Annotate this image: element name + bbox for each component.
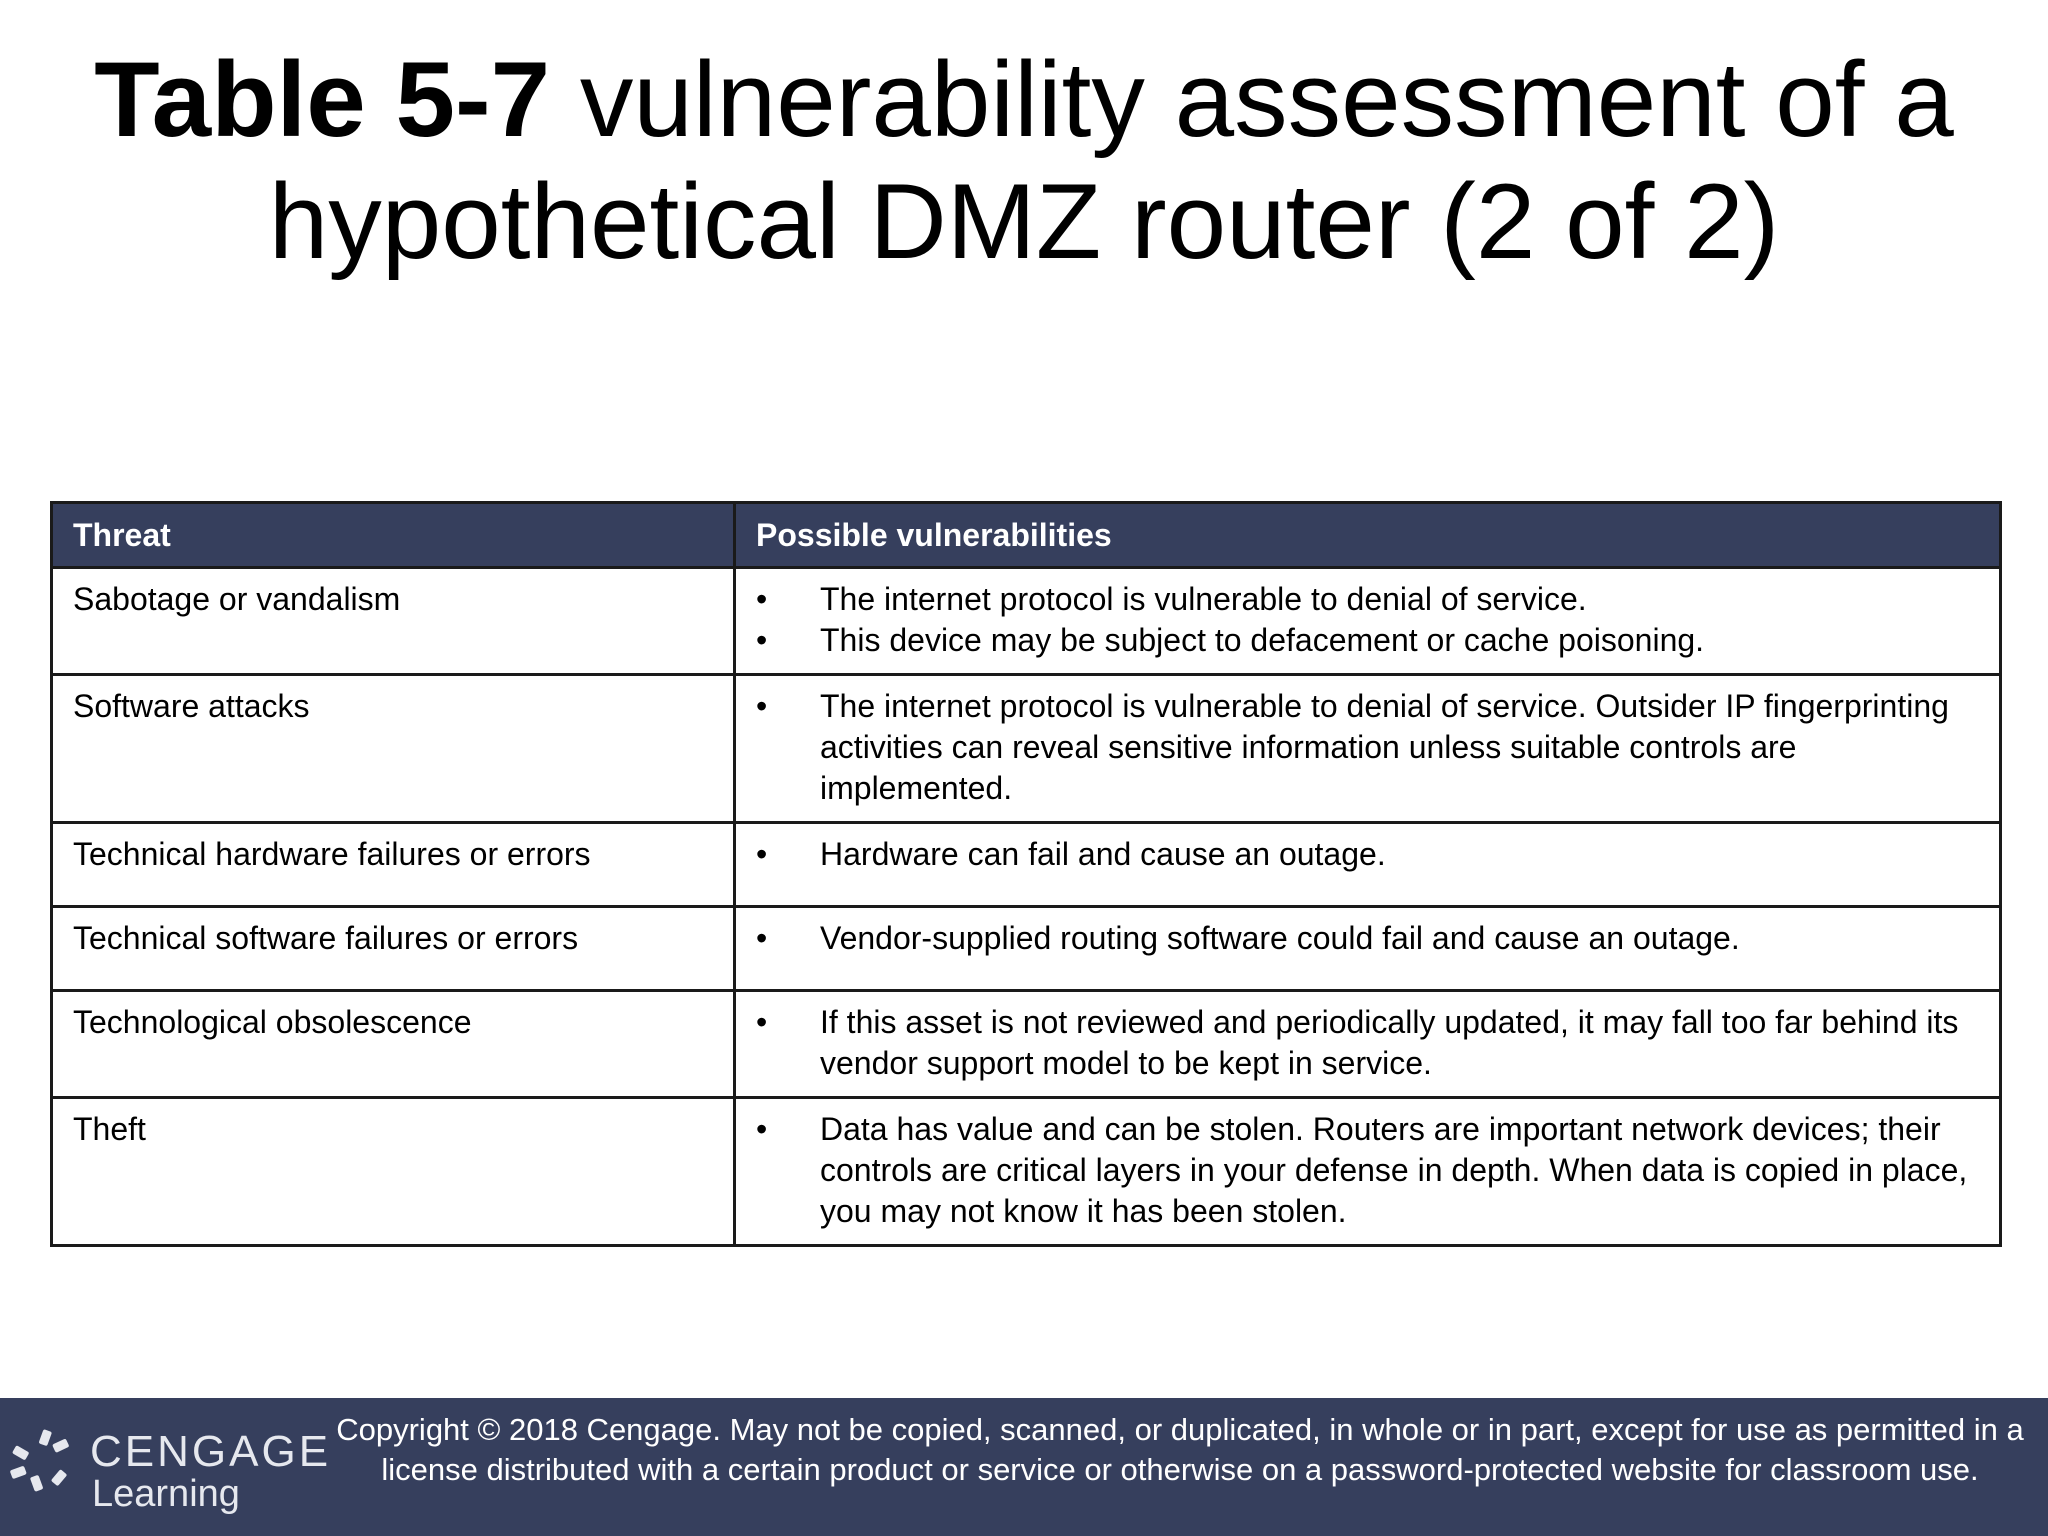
- table-row: [52, 1098, 2001, 1246]
- header-possible-vulnerabilities: Possible vulnerabilities: [735, 503, 2001, 568]
- threat-cell: Technical hardware failures or errors: [52, 823, 735, 907]
- vulnerabilities-cell: [735, 991, 2001, 1098]
- threat-cell: Technological obsolescence: [52, 991, 735, 1098]
- slide-title-bold: Table 5-7: [94, 39, 551, 159]
- table-header-row: [52, 503, 2001, 568]
- vulnerabilities-cell: [735, 568, 2001, 675]
- threat-cell: Technical software failures or errors: [52, 907, 735, 991]
- vulnerability-list: [756, 686, 1981, 809]
- vulnerability-table-container: [50, 501, 1999, 1247]
- logo-line-2: Learning: [92, 1473, 240, 1515]
- vulnerabilities-cell: [735, 907, 2001, 991]
- copyright-notice: Copyright © 2018 Cengage. May not be copied, scanned, or duplicated, in whole or in part, except for use as permitted in a license distributed with a certain product or service or otherwise on a password-protected website for classroom use.: [336, 1412, 2024, 1487]
- vulnerability-item: • Data has value and can be stolen. Routers are important network devices; their controls are critical layers in your defense in depth. When data is copied in place, you may not know it has been stolen.: [756, 1109, 1981, 1232]
- threat-cell: Software attacks: [52, 675, 735, 823]
- vulnerability-item: • Vendor-supplied routing software could fail and cause an outage.: [756, 918, 1981, 959]
- header-threat: Threat: [52, 503, 735, 568]
- table-row: [52, 568, 2001, 675]
- threat-cell: Theft: [52, 1098, 735, 1246]
- threat-cell: Sabotage or vandalism: [52, 568, 735, 675]
- vulnerability-list: [756, 834, 1981, 875]
- table-row: [52, 823, 2001, 907]
- vulnerability-item: • If this asset is not reviewed and periodically updated, it may fall too far behind its vendor support model to be kept in service.: [756, 1002, 1981, 1084]
- vulnerability-table: [50, 501, 2002, 1247]
- vulnerability-item: • Hardware can fail and cause an outage.: [756, 834, 1981, 875]
- vulnerability-item: • The internet protocol is vulnerable to denial of service.: [756, 579, 1981, 620]
- slide-title: [0, 38, 2048, 282]
- cengage-logo: [10, 1426, 332, 1516]
- vulnerabilities-cell: [735, 675, 2001, 823]
- table-row: [52, 991, 2001, 1098]
- vulnerability-item: • The internet protocol is vulnerable to denial of service. Outsider IP fingerprinting activities can reveal sensitive information unless suitable controls are implemented.: [756, 686, 1981, 809]
- footer-bar: [0, 1398, 2048, 1536]
- cengage-logo-icon: [10, 1426, 80, 1496]
- vulnerability-list: [756, 1002, 1981, 1084]
- table-row: [52, 675, 2001, 823]
- vulnerability-list: [756, 918, 1981, 959]
- vulnerabilities-cell: [735, 823, 2001, 907]
- vulnerability-list: [756, 579, 1981, 661]
- vulnerability-item: • This device may be subject to defacement or cache poisoning.: [756, 620, 1981, 661]
- logo-line-1: CENGAGE: [90, 1427, 332, 1476]
- vulnerability-list: [756, 1109, 1981, 1232]
- table-row: [52, 907, 2001, 991]
- slide-title-rest: vulnerability assessment of a hypothetical DMZ router (2 of 2): [268, 39, 1954, 281]
- vulnerabilities-cell: [735, 1098, 2001, 1246]
